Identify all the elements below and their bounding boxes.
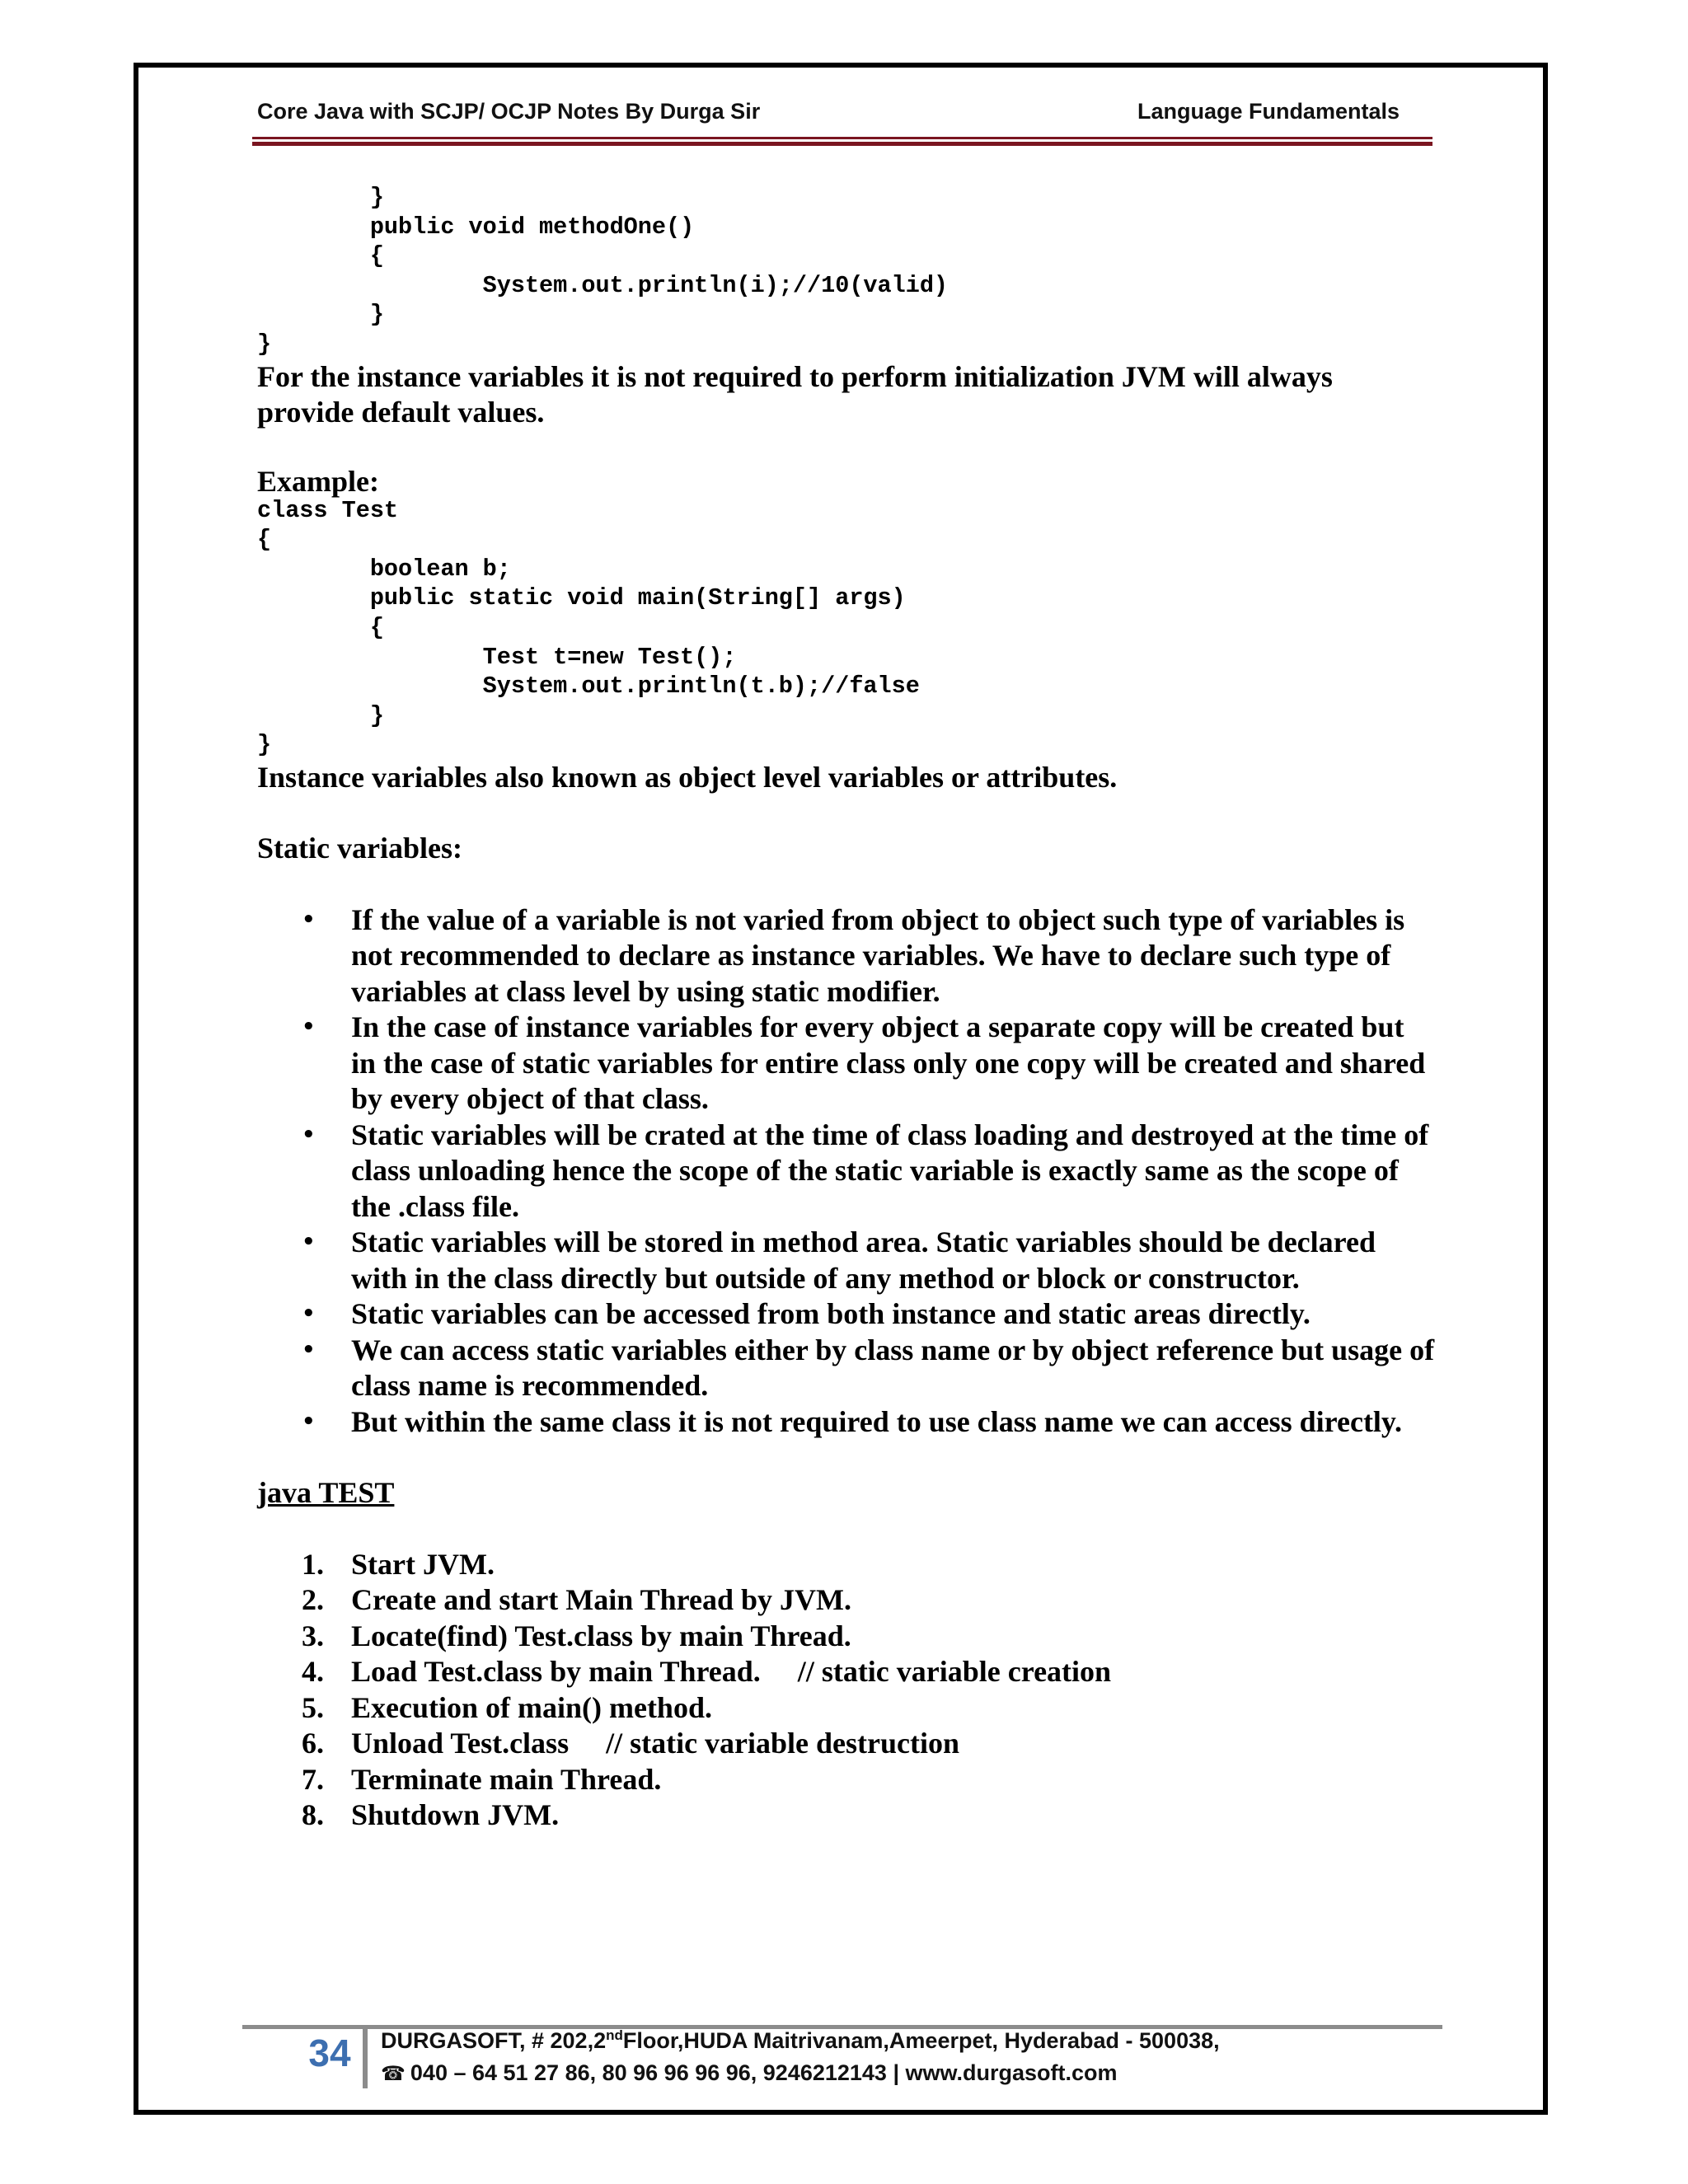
list-item bbox=[257, 1010, 1436, 1118]
java-test-heading: java TEST bbox=[257, 1476, 395, 1510]
footer-address bbox=[381, 2027, 1220, 2054]
footer-address-post: Floor,HUDA Maitrivanam,Ameerpet, Hyderabad - 500038, bbox=[622, 2028, 1220, 2053]
step-text: Shutdown JVM. bbox=[351, 1798, 560, 1832]
code-block-example: class Test { boolean b; public static void main(String[] args) { Test t=new Test(); System.out.println(t.b);//false } } bbox=[257, 496, 920, 759]
step-text: Terminate main Thread. bbox=[351, 1762, 662, 1796]
jvm-steps-list bbox=[257, 1547, 1436, 1834]
page-content bbox=[257, 183, 1436, 1834]
list-item-text: In the case of instance variables for every object a separate copy will be created but in the case of static variables for entire class only one copy will be created and shared by every object of that class. bbox=[351, 1010, 1426, 1116]
list-item bbox=[257, 1333, 1436, 1404]
list-item bbox=[257, 1547, 1436, 1583]
step-text: Locate(find) Test.class by main Thread. bbox=[351, 1619, 851, 1652]
list-item-text: But within the same class it is not required to use class name we can access directly. bbox=[351, 1404, 1402, 1438]
paragraph-instance-variables: Instance variables also known as object level variables or attributes. bbox=[257, 760, 1118, 794]
list-item bbox=[257, 1296, 1436, 1333]
header-title: Core Java with SCJP/ OCJP Notes By Durga Sir bbox=[257, 99, 761, 124]
bullet-icon: • bbox=[302, 1015, 316, 1040]
step-number: 8. bbox=[302, 1798, 324, 1832]
bullet-icon: • bbox=[302, 1122, 316, 1147]
step-text: Unload Test.class // static variable destruction bbox=[351, 1727, 960, 1760]
list-item bbox=[257, 1118, 1436, 1226]
page-number: 34 bbox=[308, 2032, 351, 2074]
list-item bbox=[257, 1726, 1436, 1762]
step-number: 1. bbox=[302, 1547, 324, 1581]
footer-contact-text: 040 – 64 51 27 86, 80 96 96 96 96, 9246212143 | www.durgasoft.com bbox=[410, 2060, 1118, 2085]
step-number: 4. bbox=[302, 1655, 324, 1689]
step-number: 3. bbox=[302, 1619, 324, 1652]
list-item bbox=[257, 1654, 1436, 1690]
phone-icon: ☎ bbox=[381, 2062, 406, 2085]
bullet-icon: • bbox=[302, 1337, 316, 1362]
list-item-text: If the value of a variable is not varied from object to object such type of variables is not recommended to declare as instance variables. We have to declare such type of variables at class level by using static modifier. bbox=[351, 902, 1405, 1008]
step-text: Start JVM. bbox=[351, 1547, 495, 1581]
list-item bbox=[257, 1797, 1436, 1834]
list-item-text: We can access static variables either by class name or by object reference but usage of class name is recommended. bbox=[351, 1333, 1435, 1403]
bullet-icon: • bbox=[302, 1408, 316, 1434]
step-number: 5. bbox=[302, 1690, 324, 1724]
footer-contact bbox=[381, 2060, 1118, 2086]
list-item bbox=[257, 1762, 1436, 1798]
list-item bbox=[257, 1225, 1436, 1296]
list-item bbox=[257, 1404, 1436, 1441]
step-number: 7. bbox=[302, 1762, 324, 1796]
header-section: Language Fundamentals bbox=[1137, 99, 1400, 124]
step-number: 2. bbox=[302, 1583, 324, 1617]
example-label: Example: bbox=[257, 464, 379, 498]
code-block-method-one: } public void methodOne() { System.out.println(i);//10(valid) } } bbox=[257, 184, 949, 358]
bullet-icon: • bbox=[302, 1301, 316, 1327]
list-item-text: Static variables can be accessed from both instance and static areas directly. bbox=[351, 1297, 1311, 1331]
header-rule-thick bbox=[252, 142, 1432, 146]
footer-address-pre: DURGASOFT, # 202,2 bbox=[381, 2028, 607, 2053]
list-item bbox=[257, 902, 1436, 1010]
list-item-text: Static variables will be crated at the time of class loading and destroyed at the time of class unloading hence the scope of the static variable is exactly same as the scope of the .class file. bbox=[351, 1118, 1429, 1223]
step-number: 6. bbox=[302, 1727, 324, 1760]
header-rule bbox=[252, 137, 1432, 139]
step-text: Create and start Main Thread by JVM. bbox=[351, 1583, 851, 1617]
static-variables-list bbox=[257, 902, 1436, 1441]
step-text: Execution of main() method. bbox=[351, 1690, 712, 1724]
footer-divider bbox=[363, 2029, 368, 2088]
bullet-icon: • bbox=[302, 1230, 316, 1255]
static-variables-heading: Static variables: bbox=[257, 832, 462, 865]
step-text: Load Test.class by main Thread. // static variable creation bbox=[351, 1655, 1112, 1689]
list-item bbox=[257, 1582, 1436, 1619]
list-item-text: Static variables will be stored in method area. Static variables should be declared with in the class directly but outside of any method or block or constructor. bbox=[351, 1226, 1376, 1295]
footer-address-sup: nd bbox=[606, 2027, 623, 2043]
bullet-icon: • bbox=[302, 907, 316, 932]
list-item bbox=[257, 1619, 1436, 1655]
list-item bbox=[257, 1690, 1436, 1727]
paragraph-default-values: For the instance variables it is not required to perform initialization JVM will always provide default values. bbox=[257, 359, 1333, 429]
